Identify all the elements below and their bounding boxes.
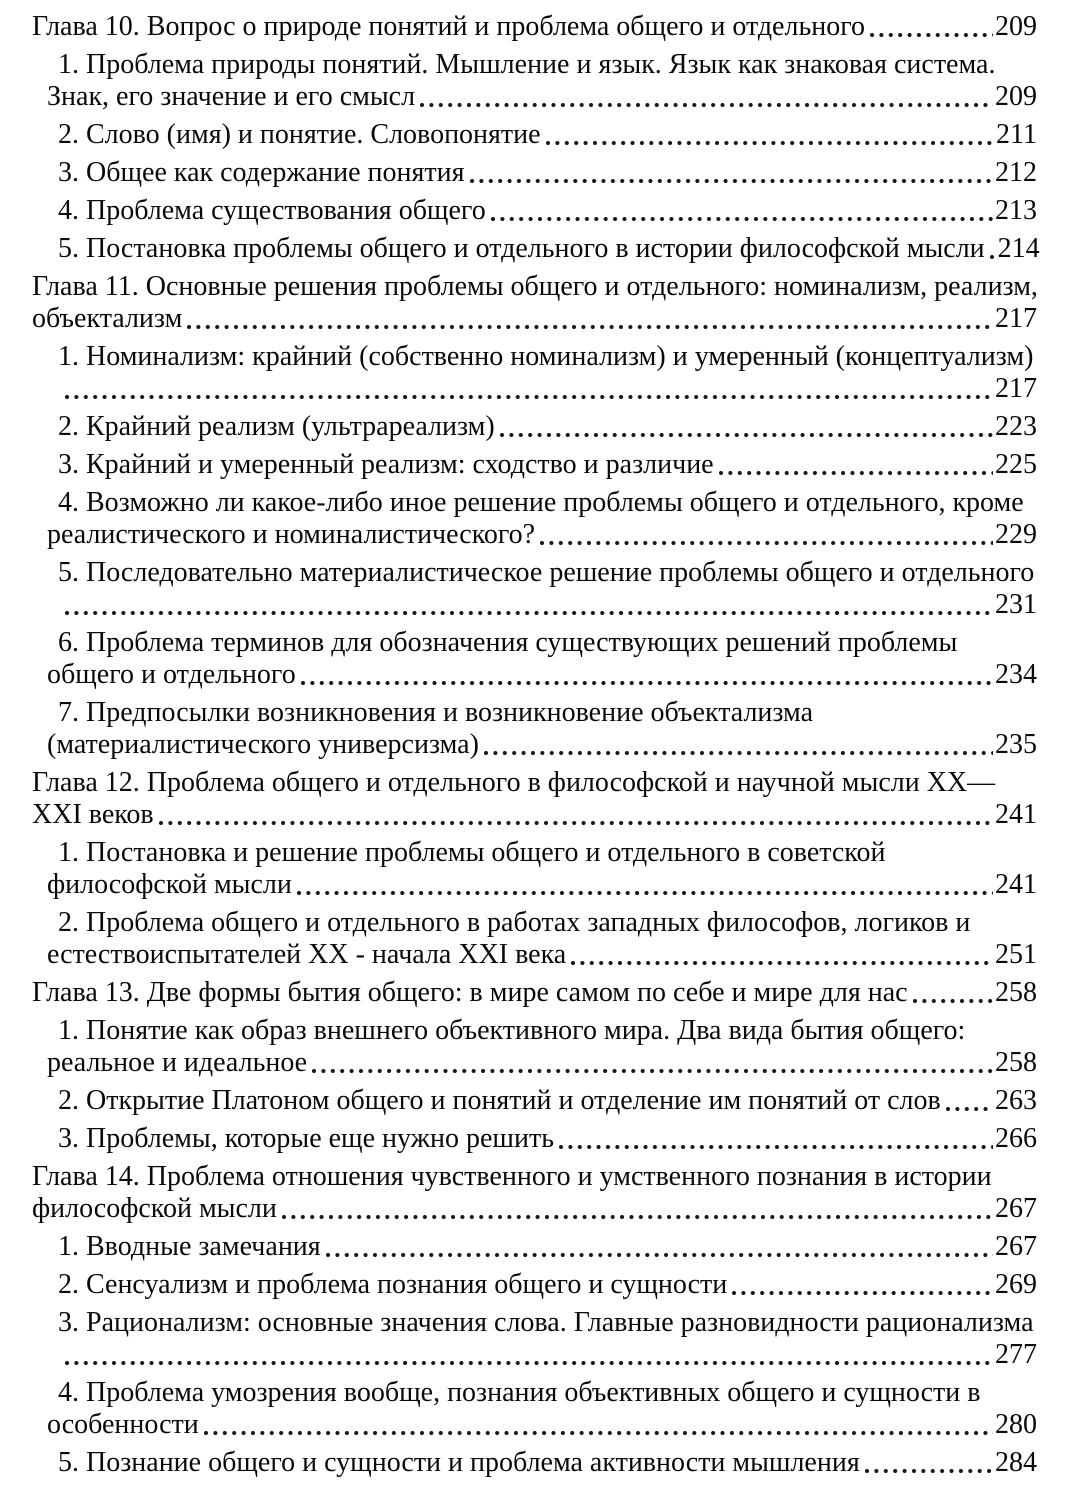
toc-entry-text: 6. Проблема терминов для обозначения существующих решений проблемы — [58, 627, 958, 658]
toc-line — [32, 157, 1037, 189]
toc-entry-text: философской мысли — [47, 869, 292, 900]
toc-entry-text: 3. Крайний и умеренный реализм: сходство и различие — [58, 449, 714, 480]
toc-line — [32, 487, 1037, 519]
toc-line — [32, 907, 1037, 939]
page-number: 217 — [995, 303, 1037, 334]
toc-entry-section — [32, 1015, 1037, 1079]
dot-leader — [301, 659, 993, 691]
toc-line — [32, 519, 1037, 551]
page-number: 241 — [995, 799, 1037, 830]
toc-line — [32, 869, 1037, 901]
page-number: 209 — [995, 81, 1037, 112]
toc-entry-text: философской мысли — [32, 1193, 277, 1224]
toc-entry-text: 1. Вводные замечания — [58, 1231, 321, 1262]
toc-entry-text: 3. Общее как содержание понятия — [58, 157, 465, 188]
dot-leader — [946, 1085, 993, 1117]
toc-entry-chapter — [32, 11, 1037, 43]
toc-line — [32, 11, 1037, 43]
toc-line — [32, 1377, 1037, 1409]
toc-line — [32, 1339, 1037, 1371]
toc-entry-section — [32, 627, 1037, 691]
page-number: 223 — [995, 411, 1037, 442]
toc-entry-text: общего и отдельного — [47, 659, 296, 690]
toc-entry-text: Глава 12. Проблема общего и отдельного в философской и научной мысли XX— — [32, 767, 996, 798]
dot-leader — [420, 81, 993, 113]
toc-entry-text: 1. Проблема природы понятий. Мышление и язык. Язык как знаковая система. — [58, 49, 996, 80]
page-number: 269 — [995, 1269, 1037, 1300]
toc-line — [32, 1015, 1037, 1047]
toc-line — [32, 119, 1037, 151]
dot-leader — [546, 119, 994, 151]
page-number: 284 — [995, 1447, 1037, 1478]
page-number: 217 — [995, 373, 1037, 404]
dot-leader — [312, 1047, 993, 1079]
page-number: 214 — [997, 233, 1040, 264]
page-number: 234 — [995, 659, 1037, 690]
dot-leader — [559, 1123, 993, 1155]
toc-entry-text: Глава 14. Проблема отношения чувственного и умственного познания в истории — [32, 1161, 992, 1192]
dot-leader — [297, 869, 993, 901]
toc-line — [32, 233, 1040, 265]
page-number: 258 — [995, 1047, 1037, 1078]
toc-entry-section — [32, 1447, 1037, 1479]
page-number: 263 — [995, 1085, 1037, 1116]
toc-entry-section — [32, 907, 1037, 971]
toc-entry-section — [32, 1123, 1037, 1155]
toc-entry-text: 3. Рационализм: основные значения слова. Главные разновидности рационализма — [58, 1307, 1034, 1338]
toc-line — [32, 767, 1037, 799]
dot-leader — [865, 1447, 993, 1479]
toc-entry-section — [32, 557, 1037, 621]
page-number: 213 — [995, 195, 1037, 226]
toc-line — [32, 303, 1037, 335]
toc-line — [32, 589, 1037, 621]
toc-entry-text: Глава 11. Основные решения проблемы общего и отдельного: номинализм, реализм, — [32, 271, 1038, 302]
toc-entry-text: 2. Открытие Платоном общего и понятий и отделение им понятий от слов — [58, 1085, 941, 1116]
page-number: 225 — [995, 449, 1037, 480]
page-number: 258 — [995, 977, 1037, 1008]
toc-line — [32, 341, 1037, 373]
toc-line — [32, 729, 1037, 761]
toc-entry-section — [32, 49, 1037, 113]
toc-entry-section — [32, 487, 1037, 551]
page-number: 266 — [995, 1123, 1037, 1154]
toc-entry-section — [32, 411, 1037, 443]
page-number: 229 — [995, 519, 1037, 550]
dot-leader — [204, 1409, 993, 1441]
toc-entry-text: реалистического и номиналистического? — [47, 519, 536, 550]
dot-leader — [870, 11, 993, 43]
toc-line — [32, 195, 1037, 227]
dot-leader — [913, 977, 993, 1009]
page-number: 212 — [995, 157, 1037, 188]
toc-entry-text: особенности — [47, 1409, 199, 1440]
dot-leader — [326, 1231, 993, 1263]
toc-entry-text: 2. Крайний реализм (ультрареализм) — [58, 411, 495, 442]
toc-entry-text: XXI веков — [32, 799, 154, 830]
toc-entry-text: 5. Последовательно материалистическое решение проблемы общего и отдельного — [58, 557, 1035, 588]
toc-line — [32, 837, 1037, 869]
dot-leader — [159, 799, 993, 831]
toc-entry-section — [32, 1307, 1037, 1371]
toc-line — [32, 977, 1037, 1009]
toc-line — [32, 1193, 1037, 1225]
toc-line — [32, 1231, 1037, 1263]
page-number: 211 — [996, 119, 1037, 150]
toc-entry-chapter — [32, 1161, 1037, 1225]
toc-line — [32, 799, 1037, 831]
toc-entry-section — [32, 449, 1037, 481]
toc-entry-text: 2. Сенсуализм и проблема познания общего и сущности — [58, 1269, 728, 1300]
dot-leader — [65, 1339, 993, 1371]
toc-line — [32, 449, 1037, 481]
dot-leader — [500, 411, 993, 443]
toc-entry-chapter — [32, 767, 1037, 831]
toc-entry-text: 4. Проблема умозрения вообще, познания объективных общего и сущности в — [58, 1377, 981, 1408]
dot-leader — [282, 1193, 993, 1225]
toc-entry-text: 1. Понятие как образ внешнего объективного мира. Два вида бытия общего: — [58, 1015, 966, 1046]
toc-entry-section — [32, 837, 1037, 901]
page-number: 231 — [995, 589, 1037, 620]
dot-leader — [540, 519, 993, 551]
toc-entry-section — [32, 1231, 1037, 1263]
toc-line — [32, 1447, 1037, 1479]
toc-entry-section — [32, 697, 1037, 761]
toc-entry-text: объектализм — [32, 303, 183, 334]
toc-entry-section — [32, 1377, 1037, 1441]
dot-leader — [732, 1269, 993, 1301]
toc-line — [32, 659, 1037, 691]
toc-entry-text: реальное и идеальное — [47, 1047, 308, 1078]
toc-entry-section — [32, 195, 1037, 227]
toc-entry-text: 4. Возможно ли какое-либо иное решение проблемы общего и отдельного, кроме — [58, 487, 1024, 518]
dot-leader — [65, 589, 993, 621]
table-of-contents — [32, 11, 1040, 1479]
toc-entry-text: 1. Постановка и решение проблемы общего и отдельного в советской — [58, 837, 886, 868]
dot-leader — [187, 303, 993, 335]
toc-line — [32, 1409, 1037, 1441]
dot-leader — [719, 449, 993, 481]
toc-entry-text: 2. Проблема общего и отдельного в работах западных философов, логиков и — [58, 907, 971, 938]
dot-leader — [65, 373, 993, 405]
toc-entry-section — [32, 157, 1037, 189]
toc-entry-section — [32, 119, 1037, 151]
toc-entry-section — [32, 341, 1037, 405]
toc-entry-text: 4. Проблема существования общего — [58, 195, 486, 226]
toc-entry-text: 5. Познание общего и сущности и проблема активности мышления — [58, 1447, 860, 1478]
toc-entry-section — [32, 1085, 1037, 1117]
toc-entry-section — [32, 233, 1040, 265]
toc-entry-text: Глава 10. Вопрос о природе понятий и проблема общего и отдельного — [32, 11, 865, 42]
toc-line — [32, 271, 1037, 303]
toc-line — [32, 939, 1037, 971]
toc-entry-text: 2. Слово (имя) и понятие. Словопонятие — [58, 119, 541, 150]
toc-line — [32, 1123, 1037, 1155]
toc-line — [32, 1269, 1037, 1301]
dot-leader — [470, 157, 993, 189]
dot-leader — [484, 729, 993, 761]
toc-line — [32, 1047, 1037, 1079]
page-number: 251 — [995, 939, 1037, 970]
page-number: 277 — [995, 1339, 1037, 1370]
toc-entry-text: 3. Проблемы, которые еще нужно решить — [58, 1123, 554, 1154]
page-number: 209 — [995, 11, 1037, 42]
toc-entry-chapter — [32, 977, 1037, 1009]
toc-entry-text: 1. Номинализм: крайний (собственно номинализм) и умеренный (концептуализм) — [58, 341, 1034, 372]
page-number: 267 — [995, 1193, 1037, 1224]
toc-line — [32, 557, 1037, 589]
toc-line — [32, 411, 1037, 443]
page-number: 235 — [995, 729, 1037, 760]
toc-entry-text: 5. Постановка проблемы общего и отдельного в истории философской мысли — [58, 233, 985, 264]
toc-entry-text: естествоиспытателей XX - начала XXI века — [47, 939, 567, 970]
toc-line — [32, 1307, 1037, 1339]
toc-line — [32, 81, 1037, 113]
toc-line — [32, 49, 1037, 81]
toc-line — [32, 627, 1037, 659]
toc-entry-text: Знак, его значение и его смысл — [47, 81, 416, 112]
toc-entry-chapter — [32, 271, 1037, 335]
page-number: 241 — [995, 869, 1037, 900]
dot-leader — [571, 939, 993, 971]
toc-line — [32, 373, 1037, 405]
page-number: 280 — [995, 1409, 1037, 1440]
dot-leader — [990, 233, 996, 265]
toc-entry-text: Глава 13. Две формы бытия общего: в мире самом по себе и мире для нас — [32, 977, 908, 1008]
toc-line — [32, 1085, 1037, 1117]
toc-entry-text: 7. Предпосылки возникновения и возникновение объектализма — [58, 697, 814, 728]
toc-line — [32, 1161, 1037, 1193]
dot-leader — [491, 195, 993, 227]
toc-entry-section — [32, 1269, 1037, 1301]
toc-entry-text: (материалистического универсизма) — [47, 729, 479, 760]
page-number: 267 — [995, 1231, 1037, 1262]
toc-line — [32, 697, 1037, 729]
